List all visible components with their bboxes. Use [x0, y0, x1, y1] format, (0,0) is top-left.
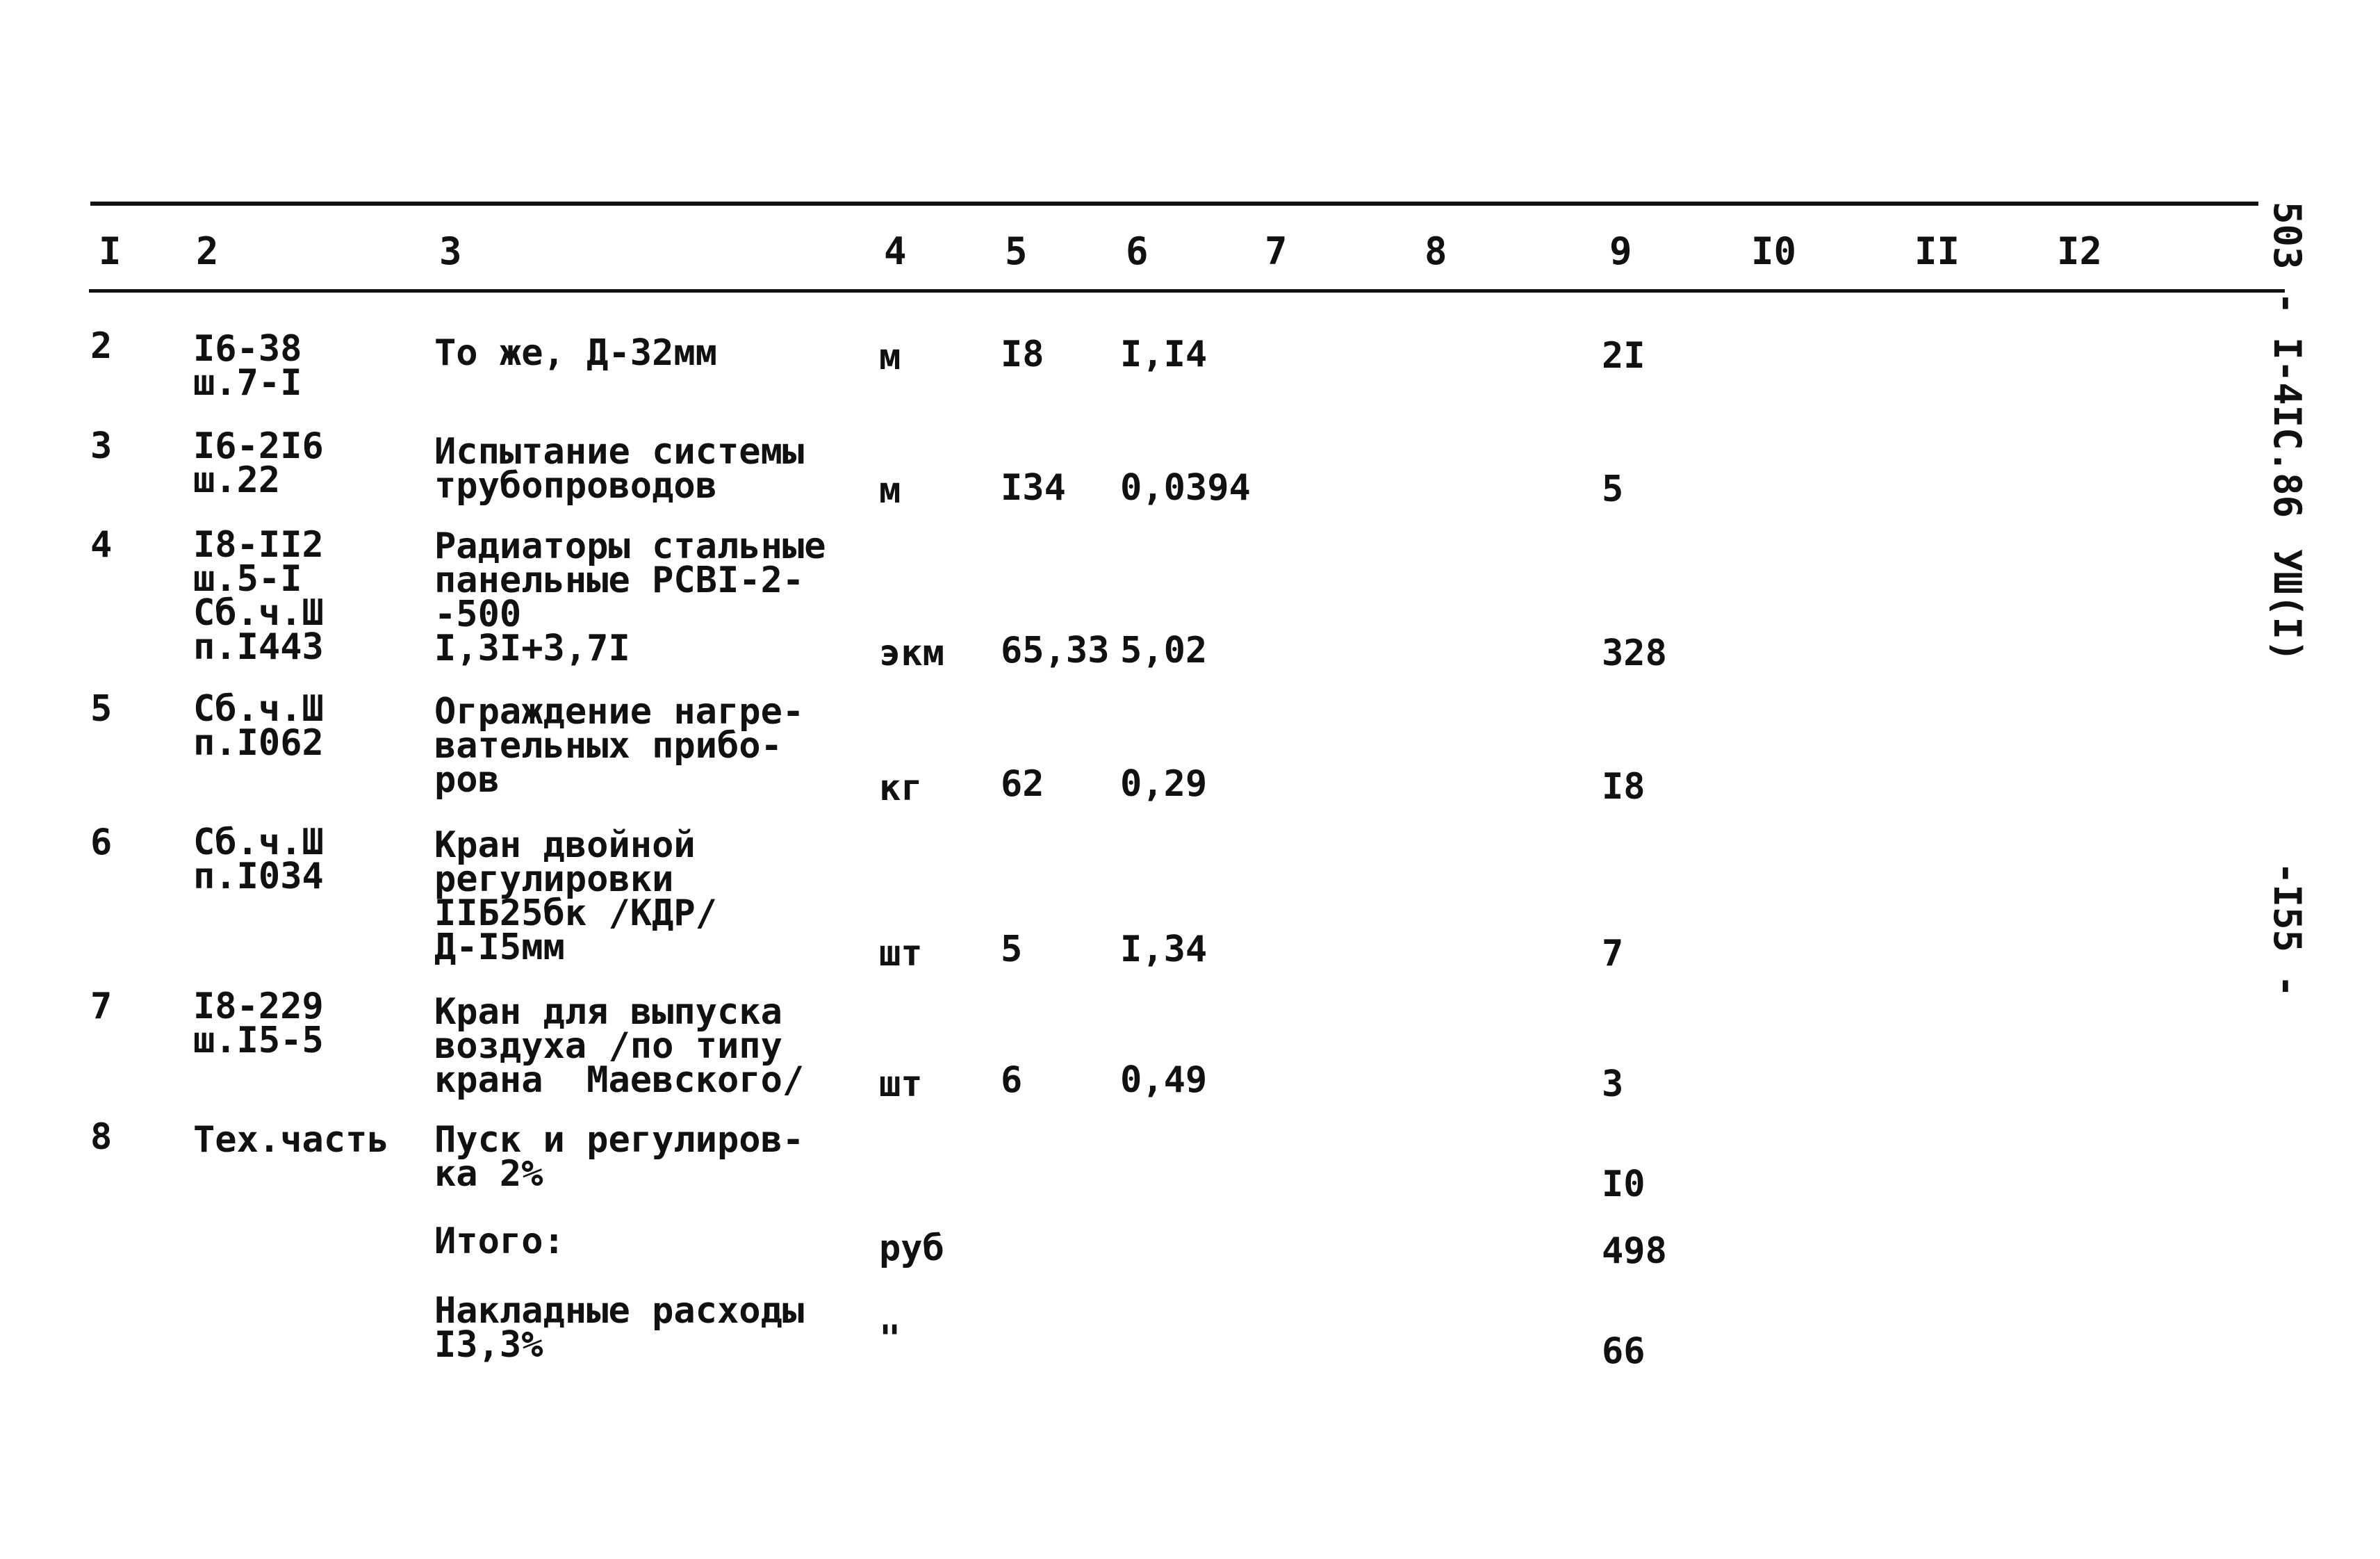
summary-total: 498	[1602, 1230, 1667, 1272]
row-number: 3	[90, 425, 113, 467]
margin-volume: УШ(I)	[2265, 549, 2309, 662]
col-header-1: I	[99, 229, 122, 273]
unit: кг	[879, 767, 923, 809]
description: Радиаторы стальные панельные РСВI-2- -500 I,3I+3,7I	[434, 525, 826, 669]
description: Ограждение нагре- вательных прибо- ров	[434, 691, 805, 801]
row-number: 7	[90, 986, 113, 1027]
quantity: 62	[1001, 763, 1044, 805]
total-cost: I8	[1602, 766, 1646, 808]
col-header-10: I0	[1751, 229, 1797, 273]
total-cost: 3	[1602, 1063, 1624, 1105]
col-header-2: 2	[196, 229, 219, 273]
total-cost: 7	[1602, 933, 1624, 974]
col-header-7: 7	[1265, 229, 1288, 273]
col-header-5: 5	[1005, 229, 1028, 273]
norm-code: Сб.ч.Ш п.I034	[193, 822, 324, 897]
norm-code: I6-38 ш.7-I	[193, 328, 302, 404]
description: Пуск и регулиров- ка 2%	[434, 1119, 805, 1195]
row-number: 5	[90, 688, 113, 730]
unit-price: I,I4	[1120, 334, 1208, 375]
total-cost: I0	[1602, 1164, 1646, 1205]
norm-code: I8-II2 ш.5-I Сб.ч.Ш п.I443	[193, 524, 324, 668]
summary-label: Накладные расходы I3,3%	[434, 1290, 805, 1366]
unit-price: 0,29	[1120, 763, 1208, 805]
col-header-3: 3	[439, 229, 462, 273]
description: Кран для выпуска воздуха /по типу крана Маевского/	[434, 991, 805, 1101]
unit-price: I,34	[1120, 929, 1208, 970]
total-cost: 5	[1602, 468, 1624, 510]
norm-code: I8-229 ш.I5-5	[193, 986, 324, 1061]
quantity: 6	[1001, 1059, 1023, 1101]
norm-code: Тех.часть	[193, 1119, 389, 1161]
description: Кран двойной регулировки IIБ25бк /КДР/ Д-I5мм	[434, 824, 717, 968]
summary-label: Итого:	[434, 1221, 565, 1262]
col-header-11: II	[1914, 229, 1960, 273]
quantity: 5	[1001, 929, 1023, 970]
summary-total: 66	[1602, 1330, 1646, 1372]
col-header-4: 4	[884, 229, 907, 273]
unit-price: 0,0394	[1120, 467, 1251, 509]
quantity: 65,33	[1001, 630, 1110, 671]
col-header-9: 9	[1609, 229, 1632, 273]
top-rule	[90, 202, 2258, 206]
unit: м	[879, 470, 901, 512]
row-number: 2	[90, 325, 113, 367]
norm-code: Сб.ч.Ш п.I062	[193, 688, 324, 764]
row-number: 8	[90, 1116, 113, 1158]
quantity: I8	[1001, 334, 1044, 375]
col-header-12: I2	[2057, 229, 2103, 273]
unit-price: 5,02	[1120, 630, 1208, 671]
header-rule	[89, 289, 2285, 293]
description: Испытание системы трубопроводов	[434, 431, 805, 507]
summary-unit: руб	[879, 1227, 944, 1269]
norm-code: I6-2I6 ш.22	[193, 425, 324, 501]
margin-page-number: -I55 -	[2265, 862, 2309, 998]
row-number: 6	[90, 822, 113, 863]
unit-price: 0,49	[1120, 1059, 1208, 1101]
margin-document-code: 503 - I-4IC.86	[2265, 202, 2309, 519]
row-number: 4	[90, 524, 113, 566]
col-header-6: 6	[1126, 229, 1149, 273]
total-cost: 328	[1602, 632, 1667, 674]
unit: м	[879, 336, 901, 378]
col-header-8: 8	[1425, 229, 1447, 273]
total-cost: 2I	[1602, 335, 1646, 377]
summary-unit: "	[879, 1318, 901, 1360]
description: То же, Д-32мм	[434, 332, 717, 374]
unit: экм	[879, 632, 944, 674]
quantity: I34	[1001, 467, 1066, 509]
unit: шт	[879, 1063, 923, 1105]
unit: шт	[879, 933, 923, 974]
